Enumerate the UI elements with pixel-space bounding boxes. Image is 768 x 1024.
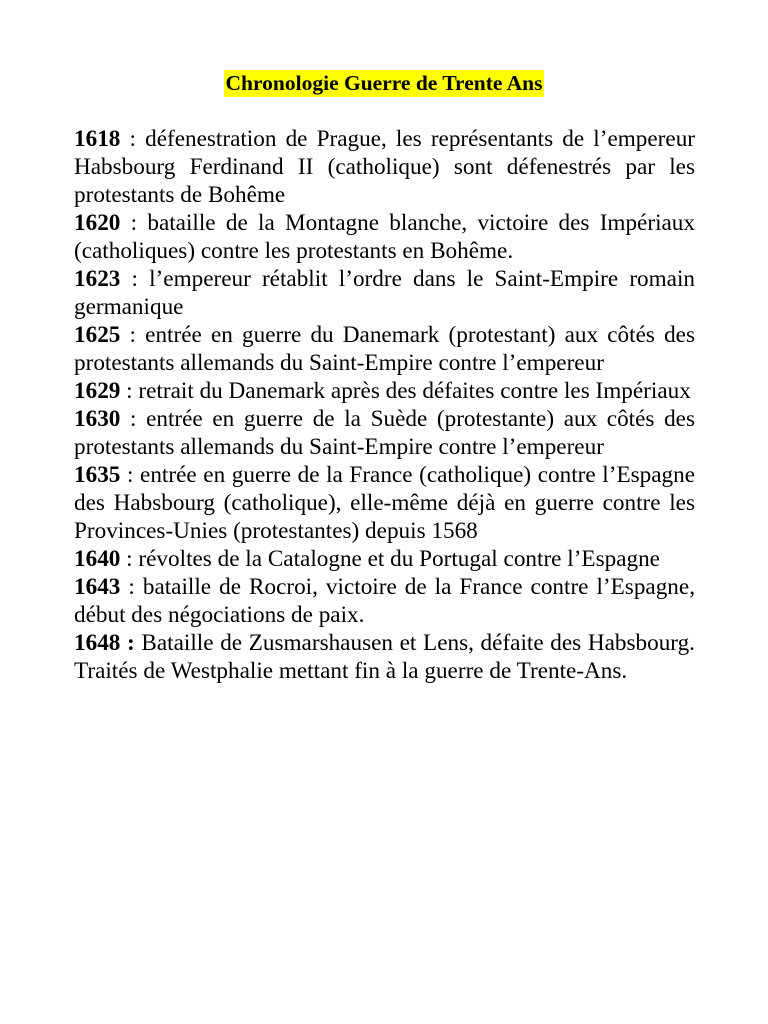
entry-text: Bataille de Zusmarshausen et Lens, défaite des Habsbourg. Traités de Westphalie mettant fin à la guerre de Trente-Ans. [74,630,695,684]
entry-separator: : [120,630,135,656]
entry-year: 1620 [74,210,121,236]
entry-separator: : [120,574,135,600]
chronology-entry [74,265,695,321]
chronology-entry [74,209,695,265]
entry-text: révoltes de la Catalogne et du Portugal contre l’Espagne [132,546,660,572]
entry-year: 1625 [74,322,121,348]
chronology-entry [74,545,695,573]
entry-year: 1635 [74,462,121,488]
entry-separator: : [120,378,133,404]
entry-year: 1643 [74,574,121,600]
entry-text: bataille de la Montagne blanche, victoire des Impériaux (catholiques) contre les protestants en Bohême. [74,210,695,264]
entry-separator: : [120,322,136,348]
chronology-entry [74,461,695,545]
entry-text: entrée en guerre de la France (catholique) contre l’Espagne des Habsbourg (catholique), elle-même déjà en guerre contre les Provinces-Unies (protestantes) depuis 1568 [74,462,696,544]
entry-separator: : [120,406,137,432]
entry-year: 1648 [74,630,121,656]
chronology-entry [74,377,695,405]
entry-year: 1618 [74,126,121,152]
entry-year: 1630 [74,406,121,432]
chronology-entry [74,573,695,629]
document-title: Chronologie Guerre de Trente Ans [225,71,543,95]
entry-separator: : [120,462,134,488]
entry-separator: : [120,266,138,292]
entry-year: 1623 [74,266,121,292]
entry-year: 1640 [74,546,121,572]
chronology-list [74,125,695,685]
entry-separator: : [120,126,136,152]
entry-separator: : [120,546,133,572]
entry-text: entrée en guerre de la Suède (protestante) aux côtés des protestants allemands du Saint-Empire contre l’empereur [74,406,695,460]
entry-year: 1629 [74,378,121,404]
entry-text: bataille de Rocroi, victoire de la France contre l’Espagne, début des négociations de paix. [74,574,695,628]
entry-text: entrée en guerre du Danemark (protestant) aux côtés des protestants allemands du Saint-Empire contre l’empereur [74,322,695,376]
entry-text: retrait du Danemark après des défaites contre les Impériaux [132,378,691,404]
title-wrap [0,70,768,97]
entry-text: l’empereur rétablit l’ordre dans le Saint-Empire romain germanique [74,266,695,320]
entry-text: défenestration de Prague, les représentants de l’empereur Habsbourg Ferdinand II (catholique) sont défenestrés par les protestants de Bohême [74,126,696,208]
entry-separator: : [120,210,138,236]
chronology-entry [74,321,695,377]
chronology-entry [74,125,695,209]
chronology-entry [74,405,695,461]
chronology-entry [74,629,695,685]
